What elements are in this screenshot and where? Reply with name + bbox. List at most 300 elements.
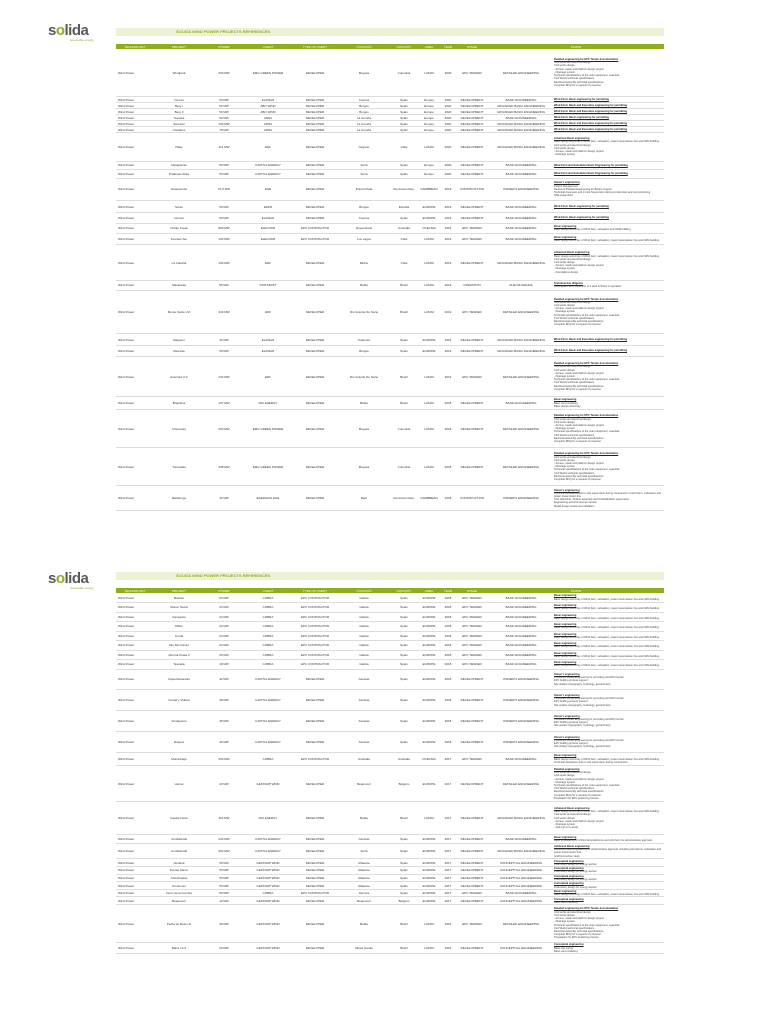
- table-cell: Spain: [390, 889, 418, 897]
- table-cell: 2018: [440, 410, 456, 448]
- scope-line: Electrical assembly technical specifications: [554, 474, 604, 478]
- table-cell: Boyaca: [338, 410, 390, 448]
- table-cell: EPC CONTRACTOR: [292, 753, 338, 766]
- table-cell: DEVELOPER: [292, 178, 338, 201]
- table-cell: 2019: [440, 357, 456, 397]
- table-cell: 50 MW: [204, 889, 244, 897]
- table-cell: DEVELOPMENT: [456, 109, 488, 115]
- table-cell: EPC CONTRACTOR: [292, 631, 338, 641]
- table-cell: EPC TENDER: [456, 905, 488, 943]
- table-cell: BASIC ENGINEERING: [488, 212, 554, 223]
- scope-description: [554, 905, 664, 943]
- table-cell: Spain: [390, 593, 418, 603]
- table-cell: Spain: [390, 603, 418, 613]
- table-cell: COBRA: [244, 612, 292, 622]
- table-cell: La Cabaña: [154, 245, 204, 281]
- table-cell: Spain: [390, 127, 418, 133]
- scope-line: Civil Works technical specifications: [554, 471, 595, 475]
- table-cell: Brazil: [390, 943, 418, 954]
- column-header: COUNTRY: [390, 44, 418, 49]
- scope-description: [554, 603, 664, 613]
- table-cell: Asturias: [338, 834, 390, 844]
- scope-line: Civil works and electrical design: [554, 813, 591, 817]
- scope-description: [554, 867, 664, 875]
- scope-line: Basic design and Array of Wind farm, substation, power transmission line and O&M building: [554, 597, 660, 601]
- table-cell: EUROPE: [418, 711, 440, 732]
- table-cell: España: [390, 201, 418, 212]
- table-cell: Spain: [390, 161, 418, 170]
- scope-line: Preliminary design for energy auction: [554, 877, 597, 881]
- table-cell: Dominican Rep.: [390, 486, 418, 511]
- table-cell: EPC TENDER: [456, 641, 488, 651]
- column-header: SCOPE: [488, 44, 664, 49]
- table-cell: DETAILED ENGINEERING: [488, 357, 554, 397]
- table-cell: Alto Da Crasa II: [154, 650, 204, 660]
- table-cell: Asturias: [338, 690, 390, 711]
- table-cell: COBRA: [244, 650, 292, 660]
- table-cell: Brejinhos: [154, 397, 204, 410]
- table-cell: EDF: [244, 133, 292, 162]
- table-cell: Beaumont: [154, 897, 204, 905]
- table-row: [116, 593, 664, 603]
- logo-tagline: renewable energy: [70, 38, 94, 42]
- table-cell: Inmess: [154, 97, 204, 103]
- table-cell: Wind Power: [116, 115, 154, 121]
- table-cell: ELAWAN: [244, 334, 292, 345]
- scope-line: - Drainage system: [554, 374, 576, 378]
- table-cell: 50 MW: [204, 345, 244, 356]
- scope-line: Electrical assembly technical specifications: [554, 80, 604, 84]
- table-cell: 2019: [440, 281, 456, 291]
- scope-line: Civil works design: [554, 913, 575, 917]
- table-cell: DEVELOPER: [292, 690, 338, 711]
- scope-heading: Basic engineering: [554, 661, 577, 665]
- table-cell: Wind Power: [116, 711, 154, 732]
- table-body: [116, 593, 664, 954]
- scope-description: [554, 178, 664, 201]
- doc-title: SOLIDA WIND POWER PROJECTS REFERENCES: [176, 29, 271, 34]
- table-cell: CONSTRUCTION: [456, 486, 488, 511]
- table-cell: Belgium: [390, 897, 418, 905]
- table-cell: OWNER'S ENGINEERING: [488, 732, 554, 753]
- table-cell: COBRA: [244, 603, 292, 613]
- column-header: PROJECT: [154, 588, 204, 593]
- table-cell: EDF: [244, 357, 292, 397]
- table-cell: BASIC ENGINEERING: [488, 650, 554, 660]
- scope-description: [554, 766, 664, 802]
- table-cell: EPC TENDER: [456, 660, 488, 670]
- table-cell: 95 MW: [204, 281, 244, 291]
- table-cell: DEVELOPMENT: [456, 127, 488, 133]
- table-cell: DEVELOPMENT: [456, 882, 488, 890]
- table-cell: Wind Power: [116, 103, 154, 109]
- table-cell: DUE DILIGENCE: [488, 281, 554, 291]
- scope-line: Civil Works technical specifications: [554, 926, 595, 930]
- table-cell: LATAM: [418, 290, 440, 334]
- table-row: [116, 486, 664, 511]
- table-cell: Pillae: [154, 133, 204, 162]
- table-cell: CAPITAL ENERGY: [244, 711, 292, 732]
- table-cell: 12 MW: [204, 897, 244, 905]
- table-cell: 250 MW: [204, 753, 244, 766]
- scope-description: [554, 345, 664, 356]
- column-header: STAGE: [456, 588, 488, 593]
- scope-line: Complete BOQ for a request of proposal: [554, 478, 601, 482]
- table-cell: Hasaparras: [154, 161, 204, 170]
- table-cell: 50 MW: [204, 109, 244, 115]
- table-cell: BASIC ENGINEERING: [488, 161, 554, 170]
- table-cell: EPC CONTRACTOR: [292, 889, 338, 897]
- scope-line: Basic design and Array of Wind farm, substation, power transmission line and O&M building: [554, 757, 660, 761]
- table-cell: Burgos: [338, 109, 390, 115]
- table-cell: EUROPE: [418, 889, 440, 897]
- scope-description: [554, 133, 664, 162]
- scope-line: Procedure review Engineering for permitting and EPC tender: [554, 718, 624, 722]
- table-cell: EUROPE: [418, 867, 440, 875]
- table-cell: 200 MW: [204, 49, 244, 97]
- table-cell: Frontones: [154, 882, 204, 890]
- table-cell: Wind Power: [116, 897, 154, 905]
- table-cell: Bahia: [338, 802, 390, 834]
- table-cell: EPC CONTRACTOR: [292, 641, 338, 651]
- table-cell: EUROPE: [418, 669, 440, 690]
- scope-line: Complete BOQ for a request of proposal: [554, 933, 601, 937]
- scope-heading: Wind Farm: Basic and Executive engineering for permitting: [554, 337, 628, 341]
- scope-description: [554, 711, 664, 732]
- table-cell: CAPITAL ENERGY: [244, 834, 292, 844]
- table-cell: 2018: [440, 711, 456, 732]
- scope-line: Basic design and Array of Wind farm, substation, power transmission line and O&M building: [554, 607, 660, 611]
- table-cell: Zamora: [338, 889, 390, 897]
- table-cell: 24 MW: [204, 593, 244, 603]
- table-cell: ARNA: [244, 115, 292, 121]
- table-cell: Spain: [390, 732, 418, 753]
- scope-description: [554, 612, 664, 622]
- scope-line: Procedure review Engineering for permitting and EPC tender: [554, 676, 624, 680]
- table-row: [116, 224, 664, 234]
- logo-tagline: renewable energy: [70, 586, 94, 590]
- table-cell: Castaños: [154, 127, 204, 133]
- table-cell: 110 MW: [204, 802, 244, 834]
- scope-description: [554, 802, 664, 834]
- table-cell: EUROPE: [418, 622, 440, 632]
- table-cell: Wind Power: [116, 834, 154, 844]
- table-cell: 2018: [440, 660, 456, 670]
- table-cell: Colombia: [390, 410, 418, 448]
- scope-line: HSE supervision: [554, 194, 574, 198]
- table-cell: 2018: [440, 631, 456, 641]
- scope-line: - Access, roads and platform design project: [554, 371, 604, 375]
- table-cell: Monte Verde I-VI: [154, 290, 204, 334]
- table-cell: EUROPE: [418, 603, 440, 613]
- scope-heading: Conceptual engineering: [554, 897, 584, 901]
- table-cell: 50 MW: [204, 859, 244, 867]
- table-cell: 50 MW: [204, 867, 244, 875]
- table-cell: EPC TENDER: [456, 622, 488, 632]
- table-cell: Galicia: [338, 612, 390, 622]
- table-cell: DEVELOPER: [292, 357, 338, 397]
- scope-heading: Owner's engineering: [554, 488, 580, 492]
- table-cell: 2019: [440, 334, 456, 345]
- table-cell: 2020: [440, 121, 456, 127]
- column-header: POWER: [204, 588, 244, 593]
- table-cell: 2019: [440, 233, 456, 244]
- table-cell: Chile: [390, 233, 418, 244]
- table-cell: Brazil: [390, 290, 418, 334]
- table-cell: LATAM: [418, 357, 440, 397]
- table-cell: DEVELOPMENT: [456, 867, 488, 875]
- table-cell: Caetité Norte: [154, 802, 204, 834]
- table-cell: DEVELOPMENT: [456, 732, 488, 753]
- table-cell: CONCEPTUAL ENGINEERING: [488, 943, 554, 954]
- table-cell: 2019: [440, 201, 456, 212]
- column-header: CLIENT: [244, 588, 292, 593]
- scope-line: Preliminary design for energy auction: [554, 862, 597, 866]
- table-cell: EPC CONTRACTOR: [292, 233, 338, 244]
- table-cell: DEVELOPER: [292, 669, 338, 690]
- table-cell: Wind Power: [116, 201, 154, 212]
- table-cell: 2017: [440, 867, 456, 875]
- table-row: [116, 161, 664, 170]
- scope-heading: Conceptual engineering: [554, 943, 584, 947]
- table-cell: Asturias: [338, 732, 390, 753]
- table-cell: LATAM: [418, 233, 440, 244]
- scope-line: - Drainage system: [554, 310, 576, 314]
- table-cell: Albacete: [338, 882, 390, 890]
- table-cell: ADVANCED BASIC ENGINEERING: [488, 245, 554, 281]
- table-cell: 100 MW: [204, 233, 244, 244]
- table-cell: EPC TENDER: [456, 603, 488, 613]
- scope-line: Basic design and Array of Wind farm, substation, power transmission line and O&M building: [554, 664, 660, 668]
- table-cell: DEVELOPER: [292, 448, 338, 486]
- table-cell: DEVELOPER: [292, 212, 338, 223]
- table-cell: 2020: [440, 170, 456, 179]
- table-cell: 2017: [440, 874, 456, 882]
- table-cell: EUROPE: [418, 834, 440, 844]
- scope-line: Basic design and Array of Wind farm, substation, power transmission line and O&M building: [554, 254, 660, 258]
- table-cell: DEVELOPER: [292, 109, 338, 115]
- table-cell: DEVELOPER: [292, 97, 338, 103]
- table-cell: La Coruña: [338, 115, 390, 121]
- scope-heading: Wind Farm and Substation Basic Engineering for permitting: [554, 163, 628, 167]
- scope-line: Procedure review Engineering for permitting and EPC tender: [554, 738, 624, 742]
- table-cell: BASIC ENGINEERING: [488, 660, 554, 670]
- table-cell: Curral: [154, 631, 204, 641]
- table-cell: DETAILED ENGINEERING: [488, 290, 554, 334]
- table-cell: COBRA: [244, 753, 292, 766]
- scope-heading: Basic engineering: [554, 225, 577, 229]
- table-cell: EPC TENDER: [456, 233, 488, 244]
- scope-line: - Drainage system: [554, 920, 576, 924]
- table-cell: EPC CONTRACTOR: [292, 650, 338, 660]
- table-cell: Wind Power: [116, 170, 154, 179]
- table-cell: DETAILED ENGINEERING: [488, 49, 554, 97]
- table-cell: 100 MW: [204, 245, 244, 281]
- scope-description: [554, 641, 664, 651]
- table-cell: Colombia: [390, 448, 418, 486]
- column-header: TYPE OF CLIENT: [292, 44, 338, 49]
- scope-line: Engineering and Procurement review: [554, 501, 597, 505]
- scope-heading: Wind Farm: Basic and Executive engineering for permitting: [554, 121, 628, 125]
- table-cell: LATAM: [418, 133, 440, 162]
- title-band: [116, 28, 664, 36]
- scope-description: [554, 233, 664, 244]
- table-cell: 2017: [440, 889, 456, 897]
- table-cell: Wind Power: [116, 690, 154, 711]
- scope-heading: Owner's engineering: [554, 693, 580, 697]
- table-cell: Brazil: [390, 802, 418, 834]
- scope-line: - Drainage system: [554, 822, 576, 826]
- table-cell: Dominican Rep.: [390, 178, 418, 201]
- table-cell: 319 MW: [204, 290, 244, 334]
- table-cell: EDF: [244, 245, 292, 281]
- table-cell: 2018: [440, 669, 456, 690]
- table-cell: Chile: [390, 245, 418, 281]
- table-cell: Clarke Creek: [154, 224, 204, 234]
- scope-description: [554, 889, 664, 897]
- table-cell: 49 MW: [204, 732, 244, 753]
- table-row: [116, 660, 664, 670]
- table-cell: ADVANCED BASIC ENGINEERING: [488, 844, 554, 859]
- scope-line: Civil Works technical specifications: [554, 433, 595, 437]
- table-cell: Wind Power: [116, 224, 154, 234]
- table-cell: DEVELOPMENT: [456, 170, 488, 179]
- table-cell: CONCEPTUAL ENGINEERING: [488, 874, 554, 882]
- table-cell: 2019: [440, 290, 456, 334]
- table-cell: 2020: [440, 109, 456, 115]
- table-cell: Puerto Plata: [338, 178, 390, 201]
- table-row: [116, 201, 664, 212]
- scope-heading: Wind Farm: Basic engineering for permitting: [554, 204, 609, 208]
- table-cell: RIO ENERGY: [244, 802, 292, 834]
- table-cell: EUROPE: [418, 882, 440, 890]
- table-cell: 2020: [440, 115, 456, 121]
- table-cell: 2016: [440, 905, 456, 943]
- table-cell: DEVELOPMENT: [456, 859, 488, 867]
- table-cell: Europe: [418, 161, 440, 170]
- table-cell: ADVANCED BASIC ENGINEERING: [488, 103, 554, 109]
- table-cell: DEVELOPMENT: [456, 766, 488, 802]
- table-cell: 60 MW: [204, 943, 244, 954]
- table-cell: EPC TENDER: [456, 631, 488, 641]
- scope-heading: Advanced Basic engineering: [554, 806, 590, 810]
- table-cell: CAPITAL ENERGY: [244, 844, 292, 859]
- table-row: [116, 859, 664, 867]
- solida-logo: solida: [48, 570, 89, 587]
- table-cell: CAPITAL ENERGY: [244, 161, 292, 170]
- scope-line: Electrical assembly technical specifications: [554, 436, 604, 440]
- table-cell: ADVANCED BASIC ENGINEERING: [488, 802, 554, 834]
- table-cell: Wind Power: [116, 732, 154, 753]
- scope-line: - Access, roads and platform design project: [554, 462, 604, 465]
- table-cell: Tumaradó: [154, 448, 204, 486]
- table-cell: 2018: [440, 622, 456, 632]
- table-cell: 2018: [440, 486, 456, 511]
- scope-heading: Basic engineering: [554, 754, 577, 758]
- column-header: POWER: [204, 44, 244, 49]
- table-cell: Alto Da Crasa I: [154, 641, 204, 651]
- table-cell: 240 MW: [204, 834, 244, 844]
- table-cell: DEVELOPER: [292, 103, 338, 109]
- table-cell: Wind Power: [116, 121, 154, 127]
- table-cell: Barra I & II: [154, 943, 204, 954]
- table-cell: LATAM: [418, 905, 440, 943]
- table-cell: OWNER'S ENGINEERING: [488, 486, 554, 511]
- scope-line: Technical specifications of the main equipment, materials: [554, 430, 620, 434]
- table-cell: EUROPE: [418, 345, 440, 356]
- table-cell: DEVELOPMENT: [456, 874, 488, 882]
- scope-line: - Access, roads and platform design project: [554, 819, 604, 823]
- table-cell: BASIC ENGINEERING: [488, 612, 554, 622]
- column-header: LOCATION: [338, 588, 390, 593]
- table-cell: DEVELOPMENT: [456, 161, 488, 170]
- table-cell: DEVELOPMENT: [456, 844, 488, 859]
- table-cell: LATAM: [418, 410, 440, 448]
- table-cell: ADVANCED BASIC ENGINEERING: [488, 345, 554, 356]
- table-cell: COBRA: [244, 593, 292, 603]
- table-cell: RIO ENERGY: [244, 397, 292, 410]
- table-cell: GESTAMP WIND: [244, 882, 292, 890]
- table-cell: DETAILED ENGINEERING: [488, 448, 554, 486]
- table-cell: Wind Power: [116, 882, 154, 890]
- scope-line: Civil works design: [554, 146, 575, 150]
- table-cell: BASIC ENGINEERING: [488, 753, 554, 766]
- table-cell: Bani: [338, 486, 390, 511]
- table-cell: GESTAMP WIND: [244, 874, 292, 882]
- table-cell: 2018: [440, 732, 456, 753]
- table-cell: Bahia: [338, 905, 390, 943]
- table-cell: DEVELOPER: [292, 711, 338, 732]
- table-cell: Spain: [390, 345, 418, 356]
- table-cell: DEVELOPER: [292, 127, 338, 133]
- table-cell: EUROPE: [418, 593, 440, 603]
- table-cell: COBRA: [244, 622, 292, 632]
- table-cell: DEVELOPER: [292, 345, 338, 356]
- table-row: [116, 170, 664, 179]
- table-cell: BASIC ENGINEERING: [488, 834, 554, 844]
- column-header: PROJECT: [154, 44, 204, 49]
- scope-line: Technical specifications of the main equipment, materials: [554, 783, 620, 787]
- table-cell: Verdiguerio: [154, 711, 204, 732]
- scope-line: Basic design and Array of Wind farm, substation, power transmission line and O&M building: [554, 140, 660, 144]
- scope-heading: Detailed engineering for EPC Tender documentation: [554, 297, 619, 301]
- table-row: [116, 711, 664, 732]
- scope-heading: Basic engineering: [554, 632, 577, 636]
- scope-heading: Detailed engineering for EPC Tender documentation: [554, 907, 619, 911]
- table-row: [116, 603, 664, 613]
- table-cell: Wind Power: [116, 245, 154, 281]
- scope-line: - Drainage system: [554, 465, 576, 469]
- scope-description: [554, 859, 664, 867]
- table-cell: La Coruña: [338, 127, 390, 133]
- scope-line: Civil works and electrical design: [554, 61, 591, 65]
- table-cell: Campelos: [154, 612, 204, 622]
- table-cell: Spain: [390, 660, 418, 670]
- table-cell: Spain: [390, 109, 418, 115]
- table-row: [116, 766, 664, 802]
- scope-line: Basic design and Array of Wind farm, substation, power transmission line and O&M building: [554, 626, 660, 630]
- scope-heading: Wind Farm and Substation Basic Engineering for permitting: [554, 172, 628, 176]
- table-cell: Spain: [390, 859, 418, 867]
- table-cell: DEVELOPMENT: [456, 201, 488, 212]
- table-cell: EMG GREEN POWER: [244, 448, 292, 486]
- table-cell: CONCEPTUAL ENGINEERING: [488, 897, 554, 905]
- scope-line: Basic wind modeling: [554, 949, 578, 953]
- scope-description: [554, 161, 664, 170]
- table-cell: 20 MW: [204, 650, 244, 660]
- table-cell: Wind Power: [116, 448, 154, 486]
- table-cell: 2019: [440, 245, 456, 281]
